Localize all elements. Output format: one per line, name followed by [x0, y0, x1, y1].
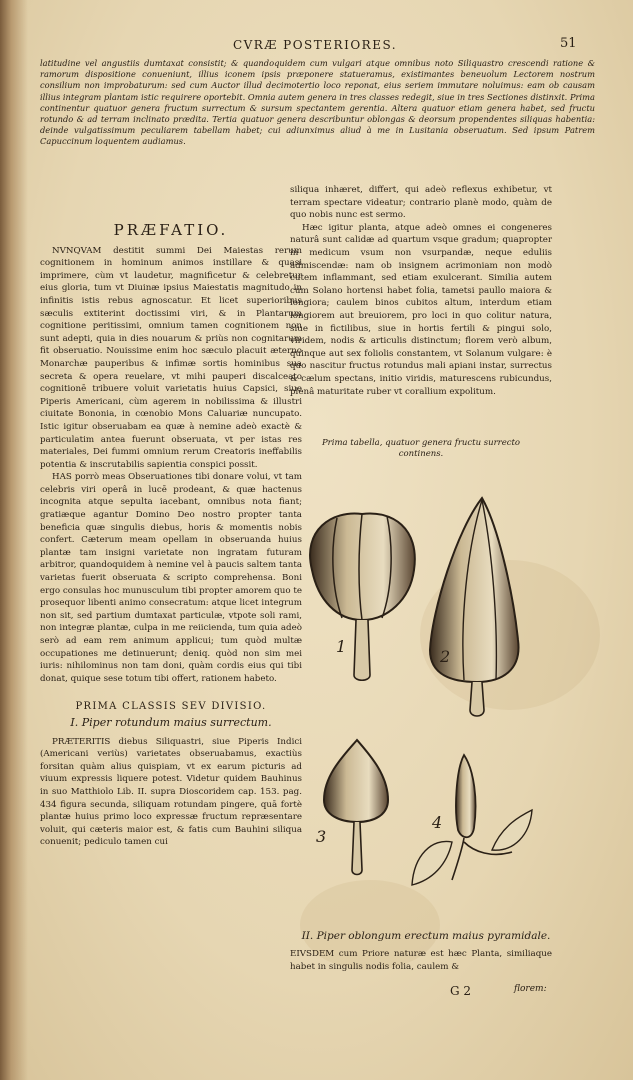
paragraph: PRÆTERITIS diebus Siliquastri, siue Piperis Indici (Americani veriùs) varietates obseruabamus, exactiùs forsitan quàm alius quispiam, vt ex earum picturis ad viuum expressis liquere potest. Videtur quidem Bauhinus in suo Matthiolo Lib. II. supra Dioscoridem cap. 153. pag. 434 figura secunda, siliquam rotundam pingere, quā fortè plantæ huius primo loco expressæ fructum repræsentare voluit, qui cæteris maior est, & fatis cum Bauhini siliqua conuenit; pediculo tamen cui: [40, 736, 302, 848]
figure-caption: [290, 438, 552, 460]
pepper-4-small-oblong: [412, 755, 532, 885]
pepper-2-pyramidal: [430, 498, 519, 716]
caption-line: continens.: [398, 449, 444, 459]
running-title: CVRÆ POSTERIORES.: [232, 38, 398, 52]
paragraph: siliqua inhæret, differt, qui adeò reflexus exhibetur, vt terram spectare videatur; contrario planè modo, quàm de quo nobis nunc est sermo.: [290, 185, 552, 221]
classis-heading: PRIMA CLASSIS SEV DIVISIO.: [75, 701, 267, 713]
praefatio-heading: PRÆFATIO.: [113, 221, 229, 239]
pepper-1-round: [310, 513, 415, 680]
paragraph: Hæc igitur planta, atque adeò omnes ei congeneres naturâ sunt calidæ ad quartum vsque gradum; quapropter in medicum vsum non vsurpandæ, neque eduliis admiscendæ: nam ob insignem acrimoniam non modò cutem inflammant, sed etiam exulcerant. Similia autem cum Solano hortensi habet folia, tametsi paullo maiora & longiora; caulem binos cubitos altum, interdum etiam longiorem aut breuiorem, pro loci in quo colitur natura, siue in fictilibus, siue in hortis fertili & pingui solo, viridem, nodis & articulis distinctum; florem verò album, quinque aut sex foliolis constantem, vt Solanum vulgare: è quo nascitur fructus rotundus mali apiani instar, surrectus & cælum spectans, initio viridis, maturescens rubicundus, plenâ maturitate ruber vt corallium expolitum.: [290, 222, 552, 397]
signature-mark: G 2: [450, 984, 472, 998]
page-gutter-shadow: [0, 0, 28, 1080]
paragraph: NVNQVAM destitit summi Dei Maiestas rerum cognitionem in hominum animos instillare & quasi imprimere, cùm vt laudetur, magnificetur & celebretur eius gloria, tum vt Diuinæ ipsius Maiestatis magnitudo in infinitis istis rebus agnoscatur. Et licet superioribus sæculis extiterint doctissimi viri, & in Plantarum cognitione peritissimi, omnium tamen cognitionem non sunt adepti, quia in dies nouarum & priùs non cognitarum fit obseruatio. Nouissime enim hoc sæculo placuit æterno Monarchæ pauperibus & infimæ sortis hominibus sua secreta & opera reuelare, vt mihi pauperi discalceato cognitionē tribuere voluit varietatis huius Capsici, siue Piperis Americani, cùm agerem in nobilissima & illustri ciuitate Bononia, in cœnobio Mons Caluariæ nuncupato. Istic igitur obseruabam ea quæ à nemine adeò exactè & particulatim antea fuerunt obseruata, vt per istas res materiales, Dei fummi omnium rerum Creatoris ineffabilis potentia & inscrutabilis sapientia conspici possit.: [40, 245, 302, 470]
intro-paragraph: latitudine vel angustiis dumtaxat consistit; & quandoquidem cum vulgari atque omnibus noto Siliquastro crescendi ratione & ramorum dispositione conueniunt, illius iconem ipsis præponere statueramus, existimantes beneuolum Lectorem nostrum consilium non improbaturum: sed cum Auctor illud decimotertio loco reponat, eius seriem immutare noluimus: eam ob causam illius integram plantam istic requirere oportebit. Omnia autem genera in tres classes redegit, siue in tres Sectiones distinxit. Prima continentur quatuor genera fructum surrectum & sursum spectantem gerentia. Altera quatuor etiam genera habet, sed fructu rotundo & ad terram inclinato prædita. Tertia quatuor genera describuntur oblongas & deorsum propendentes siliquas habentia: deinde vulgatissimum peculiarem tabellam habet; cui adiunximus aliud à me in Lusitania obseruatum. Sed ipsum Patrem Capuccinum loquentem audiamus.: [40, 58, 595, 147]
paragraph: HAS porrò meas Obseruationes tibi donare volui, vt tam celebris viri operâ in lucē prodeant, & quæ hactenus incognita atque sepulta iacebant, omnibus nota fiant; gratiæque agantur Domino Deo nostro propter tanta beneficia quæ singulis diebus, horis & momentis nobis confert. Cæterum meam opellam in obseruanda huius plantæ tam insigni varietate non ingratam futuram arbitror, quandoquidem à nemine vel à paucis saltem tanta varietas fuerit obseruata & scripto comprehensa. Boni ergo consulas hoc munusculum tibi propter amorem quo te prosequor libenti animo consecratum: atque licet integrum non sit, sed partium dumtaxat particulæ, vtpote soli rami, non integræ plantæ, culpa in me reiicienda, tum quia adeò serò ad eam rem animum applicui; tum quòd multæ occupationes me detinuerunt; deniq. quòd non sim mei iuris: nihilominus non tam doni, quàm cordis eius qui tibi donat, quique sese totum tibi offert, rationem habeto.: [40, 472, 302, 684]
catchword: florem:: [514, 984, 547, 994]
section-title: I. Piper rotundum maius surrectum.: [70, 715, 272, 729]
pepper-3-bell: [324, 740, 388, 875]
right-column: [290, 184, 552, 398]
figure-number: 4: [432, 813, 443, 832]
section-title: II. Piper oblongum erectum maius pyramidale.: [301, 930, 551, 942]
paragraph: EIVSDEM cum Priore naturæ est hæc Planta, similiaque habet in singulis nodis folia, caulem &: [290, 949, 552, 972]
figure-number: 3: [316, 827, 327, 846]
figure-number: 1: [336, 637, 347, 656]
caption-line: Prima tabella, quatuor genera fructu surrecto: [321, 438, 521, 448]
left-column: [40, 204, 302, 849]
figure-number: 2: [440, 647, 451, 666]
pepper-woodcut-illustration: [292, 470, 542, 925]
page-number: 51: [560, 36, 577, 51]
